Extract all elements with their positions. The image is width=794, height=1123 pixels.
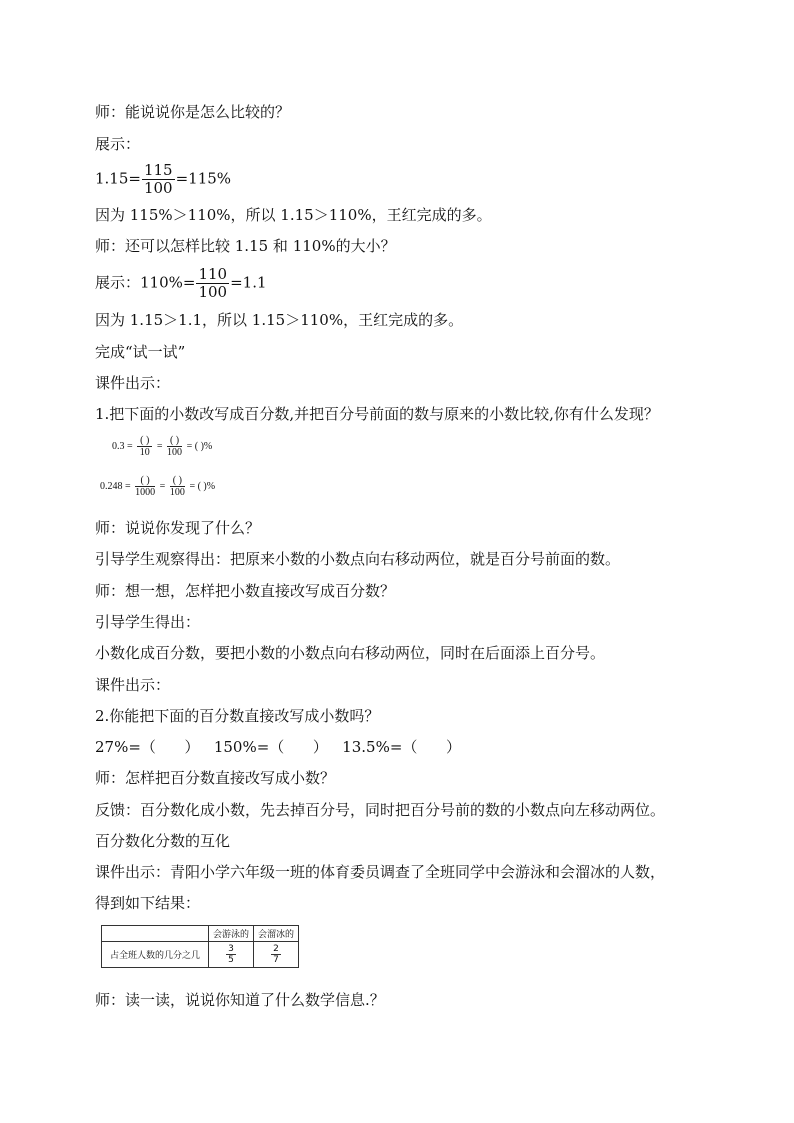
exercise-text: = ( )% [189, 480, 216, 492]
text-line: 引导学生观察得出：把原来小数的小数点向右移动两位，就是百分号前面的数。 [95, 550, 621, 568]
table-cell [209, 942, 254, 968]
survey-table [101, 925, 299, 968]
fraction-denominator: 7 [273, 955, 279, 965]
equation-line [95, 266, 267, 301]
fraction [226, 944, 236, 965]
text-line: 小数化成百分数，要把小数的小数点向右移动两位，同时在后面添上百分号。 [95, 644, 606, 662]
exercise-line-a [112, 435, 212, 458]
exercise-text: = ( )% [186, 440, 213, 452]
table-header-cell: 会溜冰的 [254, 926, 299, 942]
text-line: 因为 1.15＞1.1，所以 1.15＞110%，王红完成的多。 [95, 311, 464, 329]
fraction-numerator: 110 [198, 265, 228, 283]
fraction-numerator: ( ) [135, 475, 155, 487]
exercise-text: 0.248 = [100, 480, 131, 492]
fraction [196, 266, 229, 301]
fraction-numerator: ( ) [137, 435, 152, 447]
table-row [102, 942, 299, 968]
table-row [102, 926, 299, 942]
exercise-text: = [156, 440, 163, 452]
text-line: 师：说说你发现了什么？ [95, 519, 261, 537]
fraction-denominator: 100 [167, 447, 183, 458]
text-line: 课件出示： [95, 676, 171, 694]
text-line: 师：还可以怎样比较 1.15 和 110%的大小？ [95, 237, 396, 255]
fraction [142, 162, 175, 197]
fraction-denominator: 10 [139, 447, 150, 458]
fraction-numerator: ( ) [170, 475, 185, 487]
fraction-denominator: 1000 [135, 487, 156, 498]
text-line: 师：想一想，怎样把小数直接改写成百分数？ [95, 582, 396, 600]
text-line: 得到如下结果： [95, 894, 201, 912]
text-line: 师：怎样把百分数直接改写成小数？ [95, 769, 336, 787]
equation-line [95, 162, 231, 197]
text-line: 2.你能把下面的百分数直接改写成小数吗？ [95, 707, 380, 725]
fraction [137, 435, 152, 458]
fraction-denominator: 5 [228, 955, 234, 965]
exercise-text: 0.3 = [112, 440, 133, 452]
fraction-denominator: 100 [169, 487, 185, 498]
fraction-numerator: 3 [228, 944, 234, 954]
table-header-cell: 会游泳的 [209, 926, 254, 942]
fraction [271, 944, 281, 965]
fraction-numerator: ( ) [167, 435, 182, 447]
fraction-numerator: 2 [273, 944, 279, 954]
text-line: 课件出示： [95, 374, 171, 392]
table-cell [254, 942, 299, 968]
fraction-denominator: 100 [143, 179, 173, 197]
table-corner-cell [102, 926, 209, 942]
exercise-line-b [100, 475, 215, 498]
fraction-numerator: 115 [143, 161, 173, 179]
fraction [135, 475, 155, 498]
text-line: 师：能说说你是怎么比较的？ [95, 103, 291, 121]
text-line: 引导学生得出： [95, 613, 201, 631]
text-line: 反馈：百分数化成小数，先去掉百分号，同时把百分号前的数的小数点向左移动两位。 [95, 801, 666, 819]
text-line: 1.把下面的小数改写成百分数,并把百分号前面的数与原来的小数比较,你有什么发现？ [95, 405, 659, 423]
text-line: 课件出示：青阳小学六年级一班的体育委员调查了全班同学中会游泳和会溜冰的人数， [95, 863, 666, 881]
table-row-label: 占全班人数的几分之几 [102, 942, 209, 968]
fraction [170, 475, 185, 498]
equation-text: 1.15= [95, 169, 141, 188]
equation-text: 展示：110%= [95, 273, 196, 292]
fraction [167, 435, 182, 458]
text-line: 师：读一读，说说你知道了什么数学信息.？ [95, 991, 385, 1009]
text-line: 27%=（ ） 150%=（ ） 13.5%=（ ） [95, 738, 462, 756]
fraction-denominator: 100 [198, 283, 228, 301]
text-line: 因为 115%＞110%，所以 1.15＞110%，王红完成的多。 [95, 206, 492, 224]
exercise-text: = [159, 480, 166, 492]
text-line: 百分数化分数的互化 [95, 832, 231, 850]
text-line: 完成“试一试” [95, 343, 186, 361]
equation-text: =115% [175, 169, 232, 188]
equation-text: =1.1 [230, 273, 267, 292]
text-line: 展示： [95, 135, 141, 153]
